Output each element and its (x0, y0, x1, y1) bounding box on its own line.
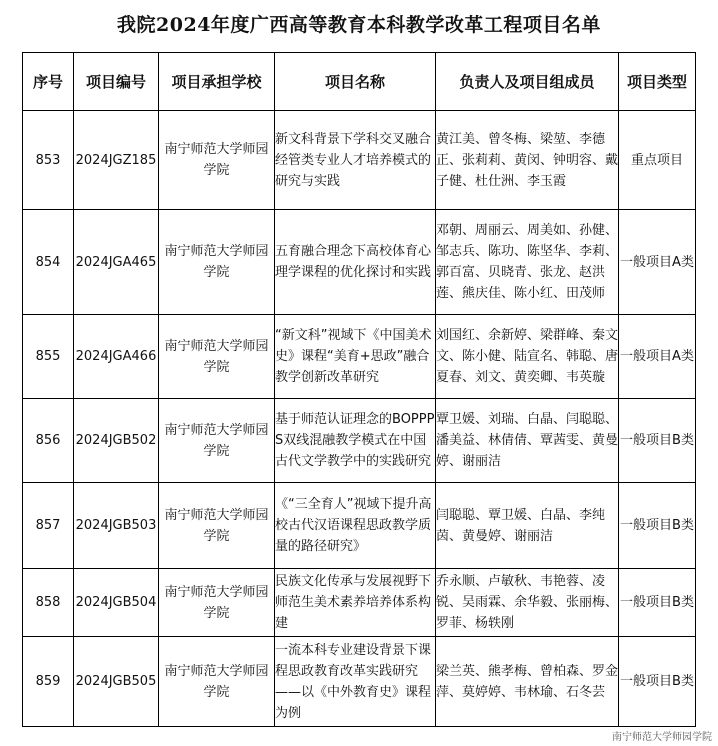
table-row (23, 483, 696, 569)
table-row (23, 315, 696, 399)
project-name-cell: 五育融合理念下高校体育心理学课程的优化探讨和实践 (275, 210, 436, 315)
project-name-cell: “新文科”视域下《中国美术史》课程“美育+思政”融合教学创新改革研究 (275, 315, 436, 399)
school-cell: 南宁师范大学师园学院 (159, 637, 275, 727)
code-cell: 2024JGA465 (74, 210, 159, 315)
seq-cell: 854 (23, 210, 74, 315)
table-row (23, 210, 696, 315)
members-cell: 乔永顺、卢敏秋、韦艳蓉、凌锐、吴雨霖、余华毅、张丽梅、罗菲、杨轶刚 (436, 569, 619, 637)
header-type: 项目类型 (619, 53, 696, 111)
school-cell: 南宁师范大学师园学院 (159, 111, 275, 210)
code-cell: 2024JGB502 (74, 399, 159, 483)
seq-cell: 857 (23, 483, 74, 569)
code-cell: 2024JGZ185 (74, 111, 159, 210)
seq-cell: 859 (23, 637, 74, 727)
school-cell: 南宁师范大学师园学院 (159, 210, 275, 315)
code-cell: 2024JGA466 (74, 315, 159, 399)
members-cell: 黄江美、曾冬梅、梁堃、李德正、张莉莉、黄闵、钟明容、戴子健、杜仕洲、李玉霞 (436, 111, 619, 210)
project-name-cell: 民族文化传承与发展视野下师范生美术素养培养体系构建 (275, 569, 436, 637)
seq-cell: 858 (23, 569, 74, 637)
project-name-cell: 一流本科专业建设背景下课程思政教育改革实践研究——以《中外教育史》课程为例 (275, 637, 436, 727)
school-cell: 南宁师范大学师园学院 (159, 483, 275, 569)
seq-cell: 856 (23, 399, 74, 483)
school-cell: 南宁师范大学师园学院 (159, 569, 275, 637)
members-cell: 邓朝、周丽云、周美如、孙健、邹志兵、陈功、陈坚华、李莉、郭百富、贝晓青、张龙、赵洪莲、熊庆佳、陈小红、田茂师 (436, 210, 619, 315)
page-title: 我院2024年度广西高等教育本科教学改革工程项目名单 (117, 14, 601, 36)
watermark-text: 南宁师范大学师园学院 (612, 732, 712, 743)
table-row (23, 569, 696, 637)
project-name-cell: 基于师范认证理念的BOPPPS双线混融教学模式在中国古代文学教学中的实践研究 (275, 399, 436, 483)
project-table (22, 52, 696, 727)
seq-cell: 853 (23, 111, 74, 210)
type-cell: 一般项目B类 (619, 569, 696, 637)
members-cell: 闫聪聪、覃卫媛、白晶、李纯茵、黄曼婷、谢丽洁 (436, 483, 619, 569)
code-cell: 2024JGB503 (74, 483, 159, 569)
type-cell: 一般项目B类 (619, 637, 696, 727)
header-project-name: 项目名称 (275, 53, 436, 111)
type-cell: 一般项目A类 (619, 315, 696, 399)
type-cell: 一般项目A类 (619, 210, 696, 315)
header-members: 负责人及项目组成员 (436, 53, 619, 111)
members-cell: 覃卫媛、刘瑞、白晶、闫聪聪、潘美益、林倩倩、覃茜雯、黄曼婷、谢丽洁 (436, 399, 619, 483)
type-cell: 重点项目 (619, 111, 696, 210)
header-school: 项目承担学校 (159, 53, 275, 111)
school-cell: 南宁师范大学师园学院 (159, 315, 275, 399)
header-seq: 序号 (23, 53, 74, 111)
table-row (23, 399, 696, 483)
table-header-row (23, 53, 696, 111)
type-cell: 一般项目B类 (619, 399, 696, 483)
seq-cell: 855 (23, 315, 74, 399)
table-row (23, 637, 696, 727)
code-cell: 2024JGB505 (74, 637, 159, 727)
project-name-cell: 《“三全育人”视域下提升高校古代汉语课程思政教学质量的路径研究》 (275, 483, 436, 569)
table-row (23, 111, 696, 210)
code-cell: 2024JGB504 (74, 569, 159, 637)
members-cell: 梁兰英、熊孝梅、曾柏森、罗金萍、莫婷婷、韦林瑜、石冬芸 (436, 637, 619, 727)
header-code: 项目编号 (74, 53, 159, 111)
type-cell: 一般项目B类 (619, 483, 696, 569)
school-cell: 南宁师范大学师园学院 (159, 399, 275, 483)
project-name-cell: 新文科背景下学科交叉融合经管类专业人才培养模式的研究与实践 (275, 111, 436, 210)
members-cell: 刘国红、余新婷、梁群峰、秦文文、陈小健、陆宣名、韩聪、唐夏春、刘文、黄奕卿、韦英璇 (436, 315, 619, 399)
